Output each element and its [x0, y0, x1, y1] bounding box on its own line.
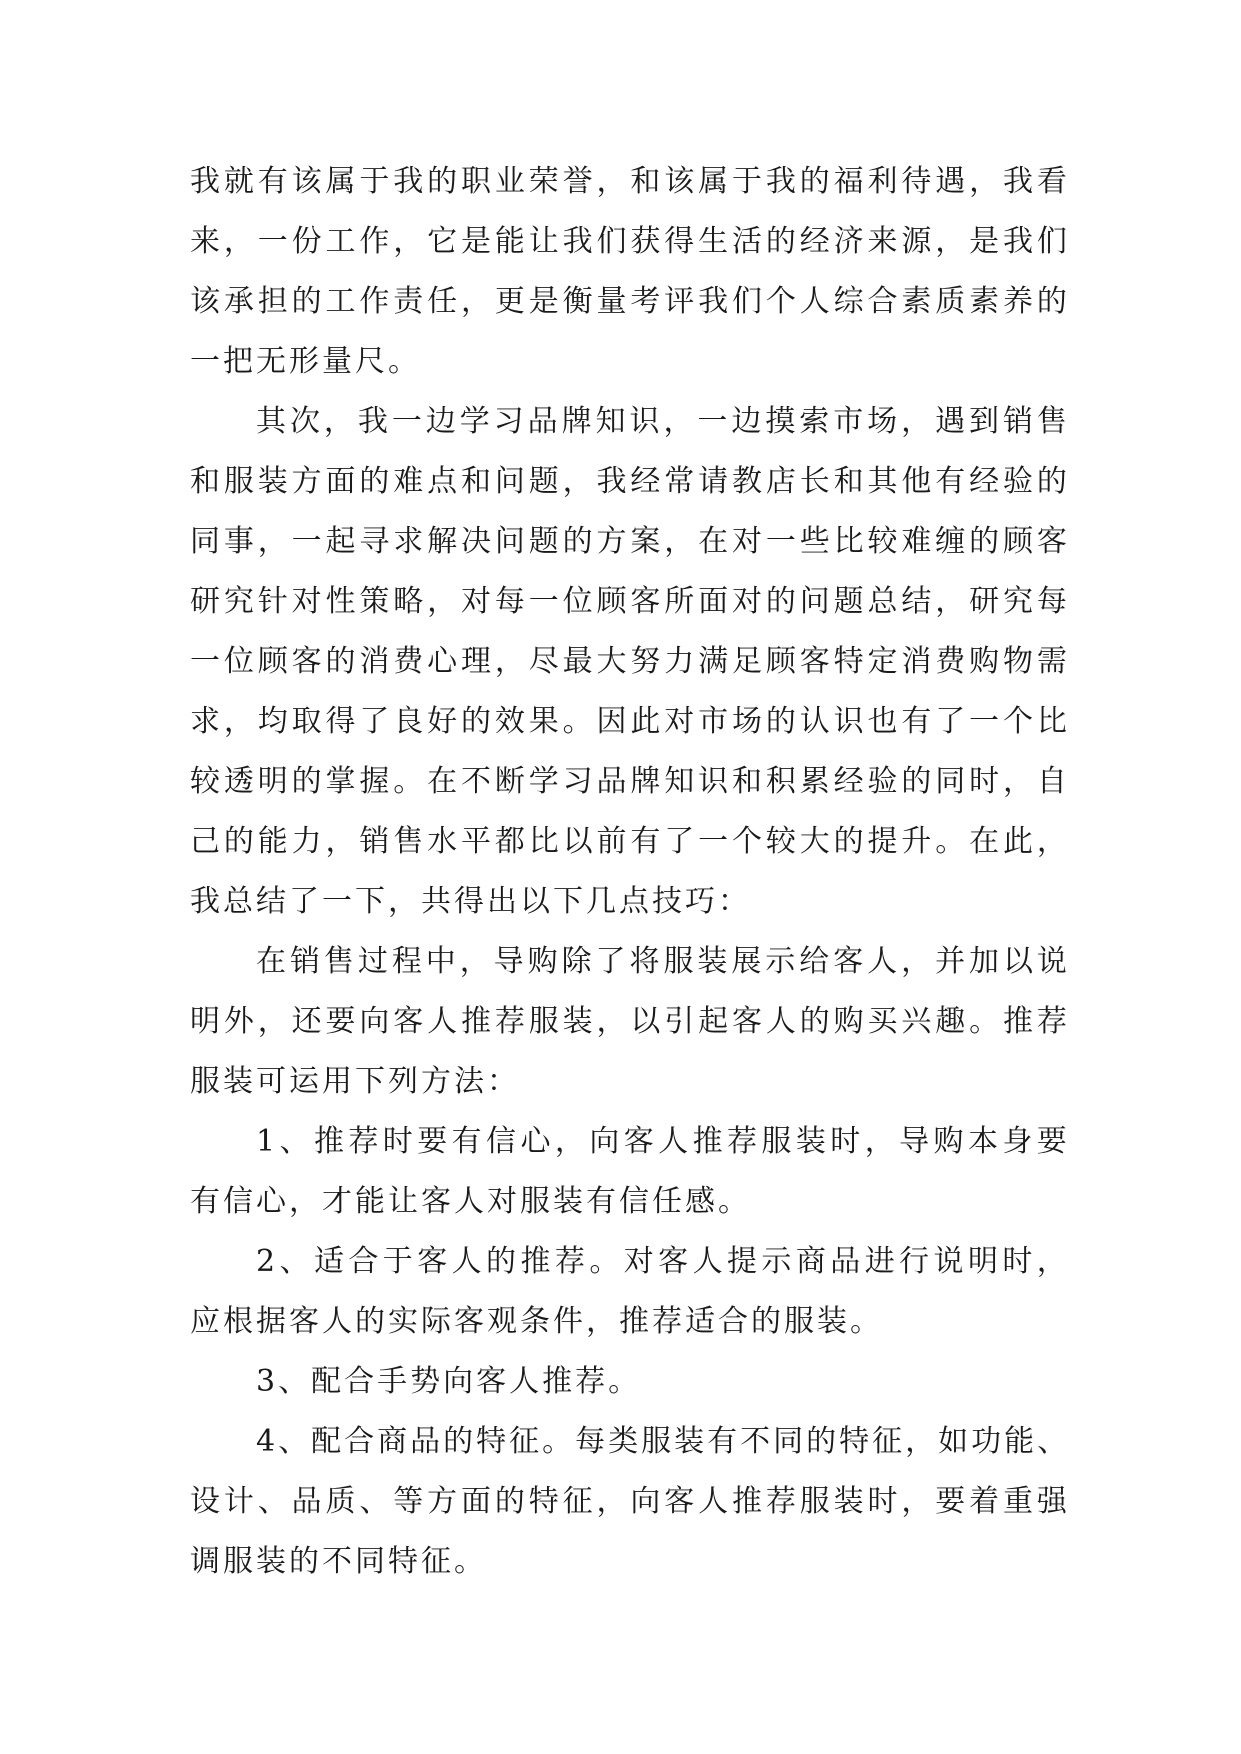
- text-line: 同 事 ， 一 起 寻 求 解 决 问 题 的 方 案 ， 在 对 一 些 比 较 难 缠 的 顾 客: [190, 524, 1070, 559]
- text-line: 3、配合手势向客人推荐。: [256, 1364, 642, 1399]
- text-line: 有信心，才能让客人对服装有信任感。: [190, 1184, 751, 1219]
- text-line: 该 承 担 的 工 作 责 任 ， 更 是 衡 量 考 评 我 们 个 人 综 合 素 质 素 养 的: [190, 284, 1070, 319]
- text-line: 一把无形量尺。: [190, 344, 421, 379]
- text-line: 来 ， 一 份 工 作 ， 它 是 能 让 我 们 获 得 生 活 的 经 济 来 源 ， 是 我 们: [190, 224, 1070, 259]
- text-line: 1 、 推 荐 时 要 有 信 心 ， 向 客 人 推 荐 服 装 时 ， 导 购 本 身 要: [256, 1124, 1070, 1159]
- text-line: 明 外 ， 还 要 向 客 人 推 荐 服 装 ， 以 引 起 客 人 的 购 买 兴 趣 。 推 荐: [190, 1004, 1070, 1039]
- text-line: 求 ， 均 取 得 了 良 好 的 效 果 。 因 此 对 市 场 的 认 识 也 有 了 一 个 比: [190, 704, 1070, 739]
- text-line: 调服装的不同特征。: [190, 1544, 487, 1579]
- text-line: 研 究 针 对 性 策 略 ， 对 每 一 位 顾 客 所 面 对 的 问 题 总 结 ， 研 究 每: [190, 584, 1070, 619]
- text-line: 己 的 能 力 ， 销 售 水 平 都 比 以 前 有 了 一 个 较 大 的 提 升 。 在 此 ，: [190, 824, 1070, 859]
- text-line: 我 就 有 该 属 于 我 的 职 业 荣 誉 ， 和 该 属 于 我 的 福 利 待 遇 ， 我 看: [190, 164, 1070, 199]
- text-line: 2 、 适 合 于 客 人 的 推 荐 。 对 客 人 提 示 商 品 进 行 说 明 时 ，: [256, 1244, 1070, 1279]
- text-line: 和 服 装 方 面 的 难 点 和 问 题 ， 我 经 常 请 教 店 长 和 其 他 有 经 验 的: [190, 464, 1070, 499]
- text-line: 在 销 售 过 程 中 ， 导 购 除 了 将 服 装 展 示 给 客 人 ， 并 加 以 说: [256, 944, 1070, 979]
- text-line: 其 次 ， 我 一 边 学 习 品 牌 知 识 ， 一 边 摸 索 市 场 ， 遇 到 销 售: [256, 404, 1070, 439]
- text-line: 设 计 、 品 质 、 等 方 面 的 特 征 ， 向 客 人 推 荐 服 装 时 ， 要 着 重 强: [190, 1484, 1070, 1519]
- text-line: 4 、 配 合 商 品 的 特 征 。 每 类 服 装 有 不 同 的 特 征 ， 如 功 能 、: [256, 1424, 1071, 1459]
- text-line: 应根据客人的实际客观条件，推荐适合的服装。: [190, 1304, 883, 1339]
- text-line: 较 透 明 的 掌 握 。 在 不 断 学 习 品 牌 知 识 和 积 累 经 验 的 同 时 ， 自: [190, 764, 1070, 799]
- document-body: [190, 152, 1070, 1592]
- text-line: 服装可运用下列方法：: [190, 1064, 520, 1099]
- text-line: 我总结了一下，共得出以下几点技巧：: [190, 884, 751, 919]
- text-line: 一 位 顾 客 的 消 费 心 理 ， 尽 最 大 努 力 满 足 顾 客 特 定 消 费 购 物 需: [190, 644, 1070, 679]
